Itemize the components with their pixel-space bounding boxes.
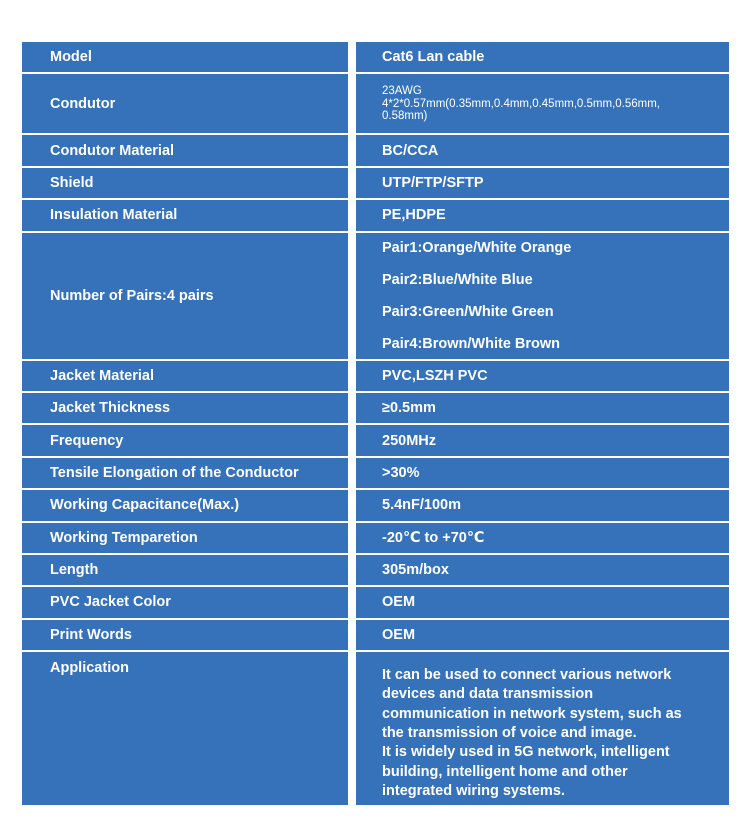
spec-label: Model <box>22 42 348 72</box>
spec-label: Jacket Material <box>22 361 348 391</box>
spec-label: Condutor <box>22 74 348 133</box>
spec-label: Application <box>22 652 348 805</box>
spec-value: BC/CCA <box>356 135 729 165</box>
spec-label: Working Capacitance(Max.) <box>22 490 348 520</box>
spec-row-jacket-color <box>22 587 729 619</box>
application-line: It can be used to connect various network <box>382 667 672 684</box>
spec-row-jacket-thickness <box>22 393 729 425</box>
spec-row-condutor <box>22 74 729 135</box>
application-line: integrated wiring systems. <box>382 782 565 799</box>
spec-label: Working Temparetion <box>22 523 348 553</box>
spec-label: Jacket Thickness <box>22 393 348 423</box>
spec-label: Shield <box>22 168 348 198</box>
spec-value: 5.4nF/100m <box>356 490 729 520</box>
spec-row-insulation-material <box>22 200 729 232</box>
application-line: It is widely used in 5G network, intelligent <box>382 744 670 761</box>
spec-row-condutor-material <box>22 135 729 167</box>
spec-row-jacket-material <box>22 361 729 393</box>
spec-row-print-words <box>22 620 729 652</box>
spec-value-line: 0.58mm) <box>382 110 428 123</box>
spec-value: OEM <box>356 587 729 617</box>
spec-label: Number of Pairs:4 pairs <box>22 233 348 359</box>
pair-item: Pair1:Orange/White Orange <box>382 239 572 256</box>
spec-value: -20℃ to +70℃ <box>356 523 729 553</box>
spec-row-application <box>22 652 729 807</box>
spec-row-length <box>22 555 729 587</box>
spec-label: PVC Jacket Color <box>22 587 348 617</box>
spec-value <box>356 233 729 359</box>
spec-value-line: 4*2*0.57mm(0.35mm,0.4mm,0.45mm,0.5mm,0.56mm, <box>382 97 661 110</box>
spec-value <box>356 652 729 805</box>
spec-value: ≥0.5mm <box>356 393 729 423</box>
pair-item: Pair3:Green/White Green <box>382 303 554 320</box>
spec-row-capacitance <box>22 490 729 522</box>
spec-value: UTP/FTP/SFTP <box>356 168 729 198</box>
spec-label: Insulation Material <box>22 200 348 230</box>
spec-row-frequency <box>22 425 729 457</box>
spec-row-shield <box>22 168 729 200</box>
spec-table <box>22 42 729 807</box>
spec-value: OEM <box>356 620 729 650</box>
spec-row-temperature <box>22 523 729 555</box>
spec-label: Tensile Elongation of the Conductor <box>22 458 348 488</box>
spec-label: Frequency <box>22 425 348 455</box>
spec-value: 250MHz <box>356 425 729 455</box>
pair-item: Pair4:Brown/White Brown <box>382 335 561 352</box>
spec-value-line: 23AWG <box>382 84 422 97</box>
spec-value: PVC,LSZH PVC <box>356 361 729 391</box>
spec-value <box>356 74 729 133</box>
application-line: the transmission of voice and image. <box>382 724 637 741</box>
spec-value: PE,HDPE <box>356 200 729 230</box>
spec-label: Condutor Material <box>22 135 348 165</box>
spec-label: Length <box>22 555 348 585</box>
spec-row-tensile-elongation <box>22 458 729 490</box>
pair-item: Pair2:Blue/White Blue <box>382 271 533 288</box>
spec-value: >30% <box>356 458 729 488</box>
application-line: communication in network system, such as <box>382 705 682 722</box>
application-line: building, intelligent home and other <box>382 763 628 780</box>
application-line: devices and data transmission <box>382 686 594 703</box>
spec-value: 305m/box <box>356 555 729 585</box>
spec-value: Cat6 Lan cable <box>356 42 729 72</box>
spec-row-model <box>22 42 729 74</box>
spec-label: Print Words <box>22 620 348 650</box>
spec-row-pairs <box>22 233 729 361</box>
